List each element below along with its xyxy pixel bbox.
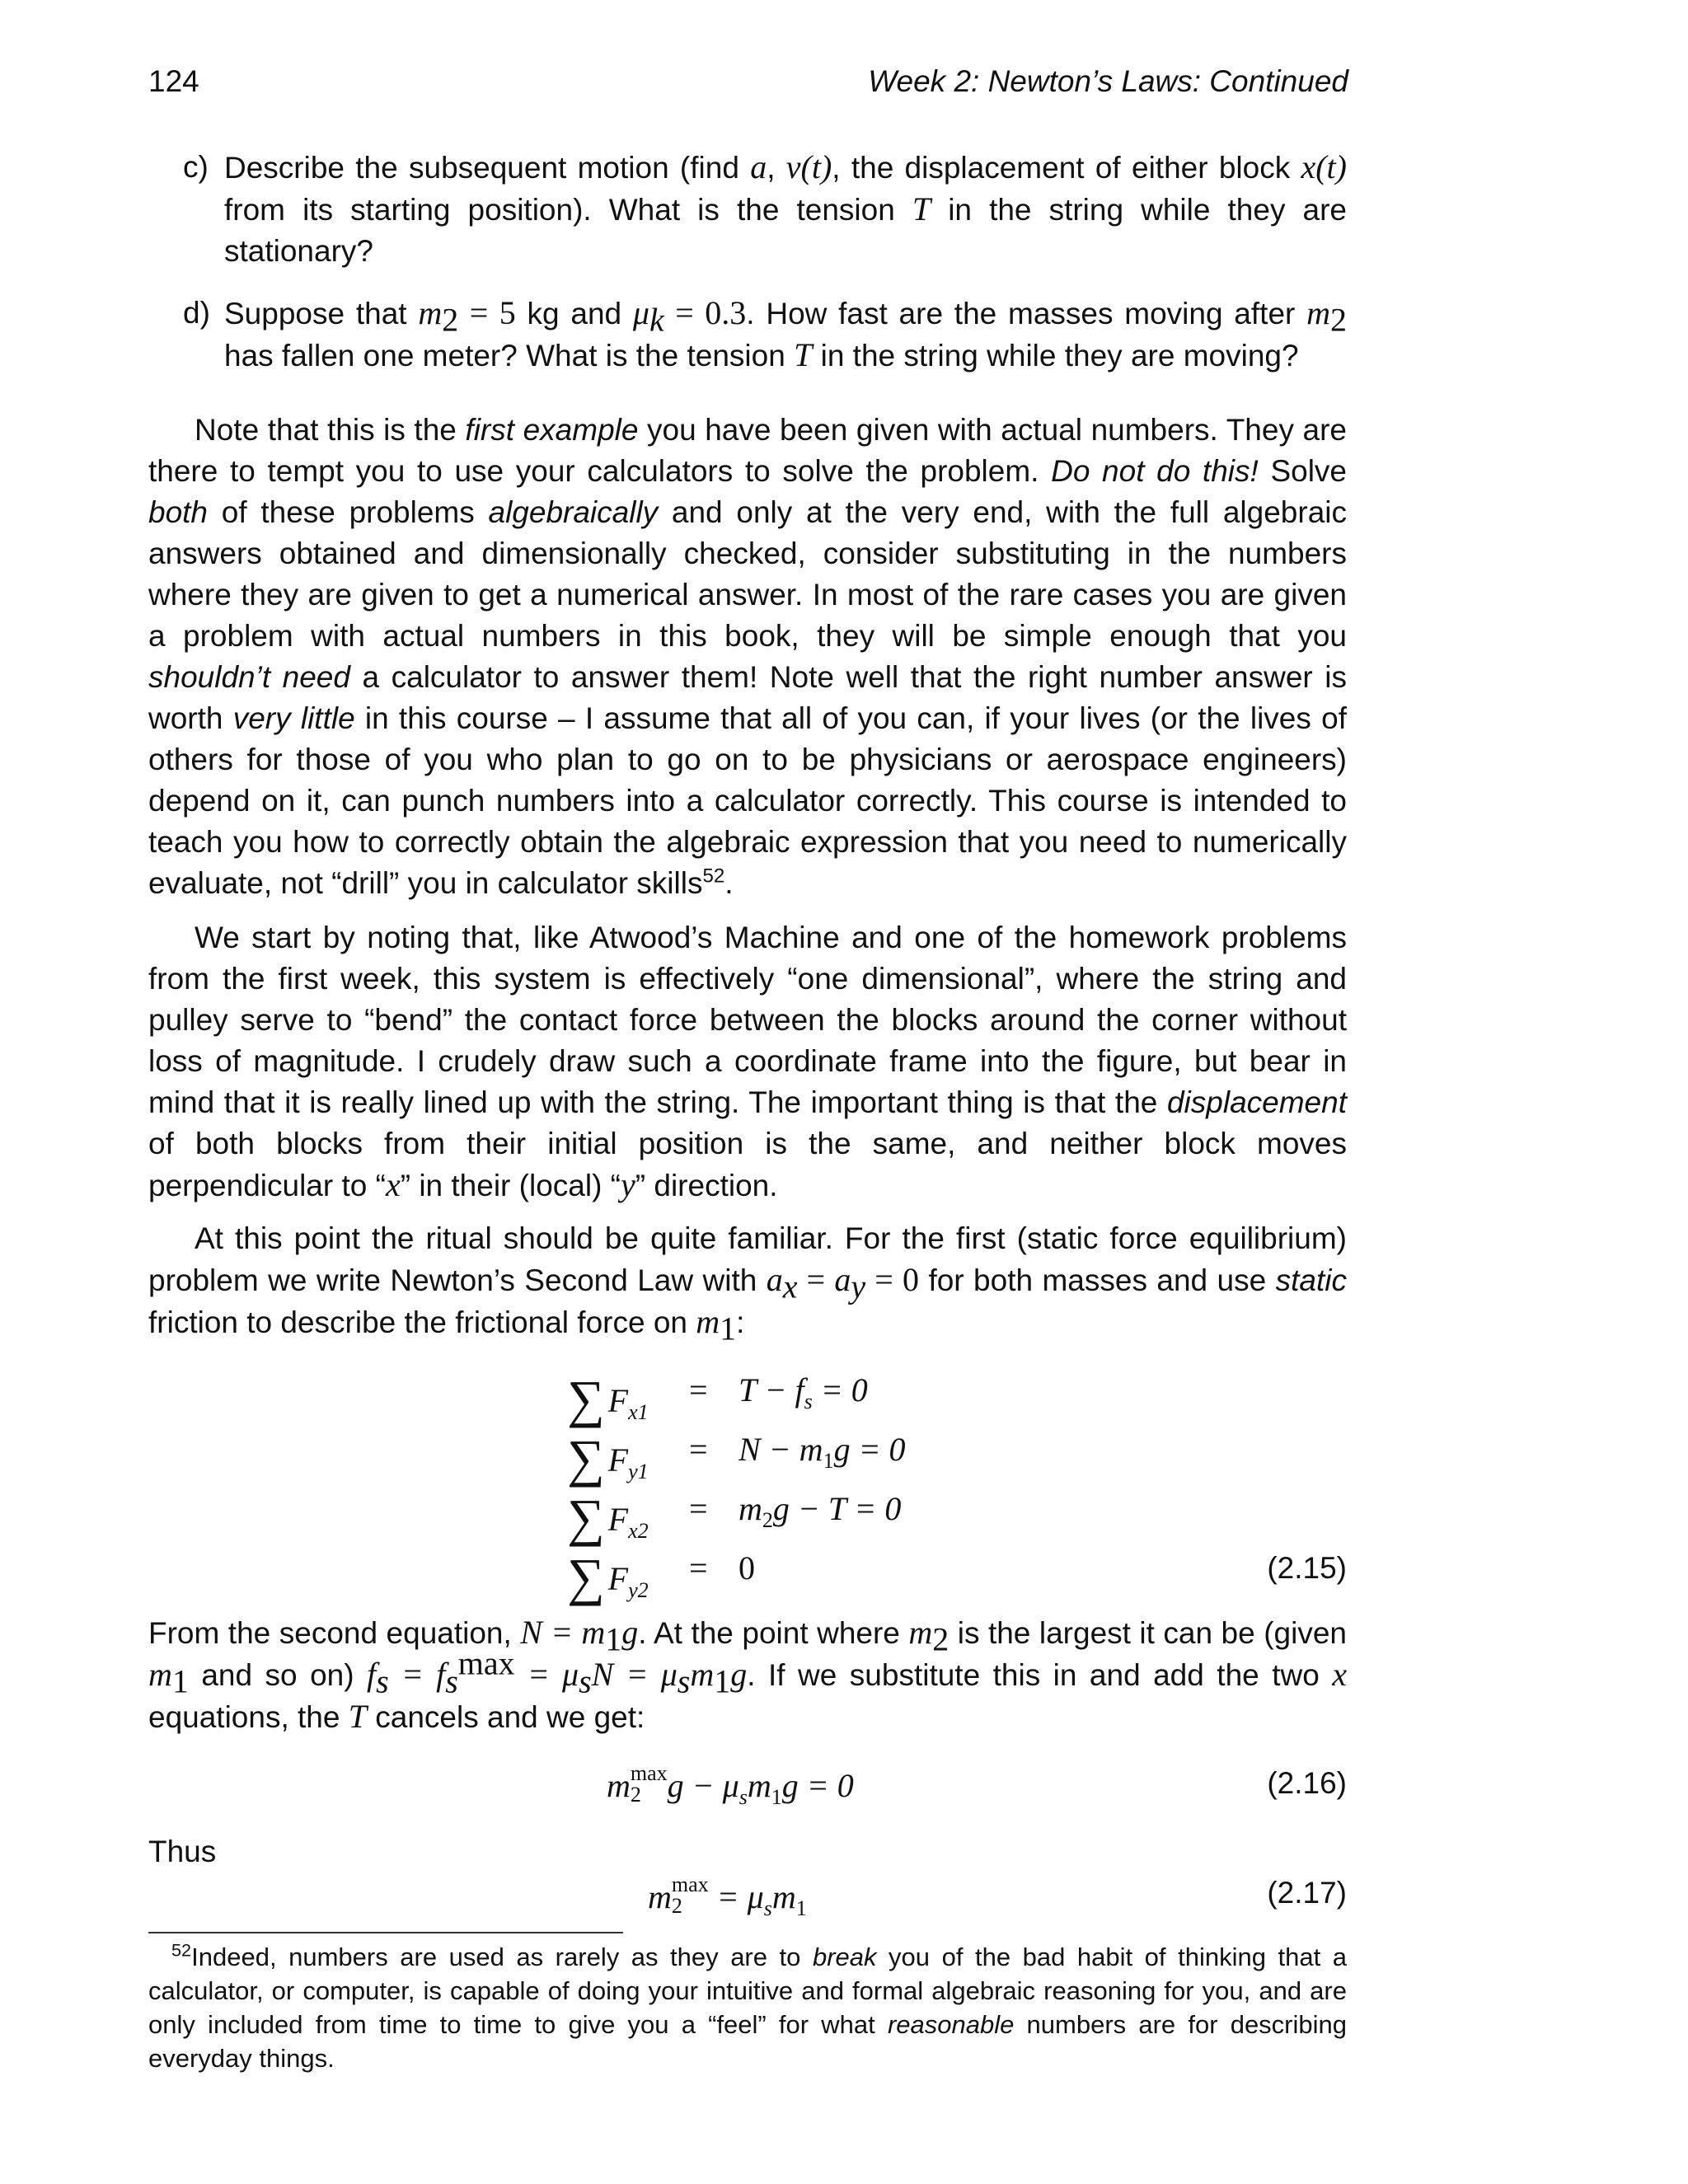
body-paragraph: From the second equation, $N = m_1g$. At the point where $m_2$ is the largest it can be (given $m_1$ and so on) $f_s = f_s^{max} = \mu_sN = \mu_sm_1g$. If we substitute this in and add the two x equations, the T cancels and we get: bbox=[148, 1614, 1348, 1735]
problem-item-c bbox=[183, 147, 1347, 272]
item-text: Suppose that $m_2 = 5$ kg and $\mu_k = 0.3$. How fast are the masses moving after $m_2$ has fallen one meter? What is the tension T in the string while they are moving? bbox=[224, 294, 1348, 373]
body-text-thus: Thus bbox=[148, 1835, 217, 1868]
equation-number: (2.16) bbox=[1267, 1766, 1347, 1800]
equation-rhs: $T - f_s = 0$ bbox=[738, 1371, 868, 1413]
equation-2-16: m max 2 $g - \mu_sm_1g = 0$ bbox=[607, 1761, 854, 1809]
item-text: Describe the subsequent motion (find a, v(t), the displacement of either block x(t) from its starting position). What is the tension T in the string while they are stationary? bbox=[224, 148, 1347, 268]
equation-rhs: 0 bbox=[738, 1549, 755, 1586]
item-label: d) bbox=[183, 296, 210, 330]
equation-rhs: $N - m_1g = 0$ bbox=[738, 1431, 906, 1473]
equation-row: ∑ $F_{x2}$ bbox=[567, 1488, 649, 1547]
running-title: Week 2: Newton’s Laws: Continued bbox=[868, 64, 1348, 98]
problem-item-d bbox=[183, 293, 1347, 377]
footnote-rule bbox=[148, 1932, 623, 1933]
body-paragraph: At this point the ritual should be quite familiar. For the first (static force equilibrium) problem we write Newton’s Second Law with $a_x = a_y = 0$ for both masses and use static friction to describe the frictional force on $m_1$: bbox=[148, 1221, 1347, 1347]
equation-rhs: $m_2g - T = 0$ bbox=[738, 1490, 902, 1532]
equation-row: ∑ $F_{y1}$ bbox=[567, 1429, 649, 1488]
equation-2-17: m max 2 = $\mu_sm_1$ bbox=[648, 1872, 807, 1920]
body-paragraph: Note that this is the first example you have been given with actual numbers. They are there to tempt you to use your calculators to solve the problem. Do not do this! Solve both of these problems algebraically and only at the very end, with the full algebraic answers obtained and dimensionally checked, consider substituting in the numbers where they are given to get a numerical answer. In most of the rare cases you are given a problem with actual numbers in this book, they will be simple enough that you shouldn’t need a calculator to answer them! Note well that the right number answer is worth very little in this course – I assume that all of you can, if your lives (or the lives of others for those of you who plan to go on to be physicians or aerospace engineers) depend on it, can punch numbers into a calculator correctly. This course is intended to teach you how to correctly obtain the algebraic expression that you need to numerically evaluate, not “drill” you in calculator skills$^{52}$. bbox=[148, 413, 1348, 900]
equals-sign: = bbox=[689, 1431, 708, 1468]
footnote-ref: 52 bbox=[702, 865, 725, 888]
body-paragraph: We start by noting that, like Atwood’s Machine and one of the homework problems from the first week, this system is effectively “one dimensional”, where the string and pulley serve to “bend” the contact force between the blocks around the corner without loss of magnitude. I crudely draw such a coordinate frame into the figure, but bear in mind that it is really lined up with the string. The important thing is that the displacement of both blocks from their initial position is the same, and neither block moves perpendicular to “x” in their (local) “y” direction. bbox=[148, 921, 1347, 1203]
equation-number: (2.15) bbox=[1267, 1551, 1347, 1585]
equals-sign: = bbox=[689, 1490, 708, 1527]
equation-row: ∑ $F_{x1}$ bbox=[567, 1370, 649, 1428]
footnote-marker: 52 bbox=[171, 1939, 192, 1961]
equals-sign: = bbox=[689, 1371, 708, 1408]
equals-sign: = bbox=[689, 1549, 708, 1586]
footnote: $^{52}$Indeed, numbers are used as rarely as they are to break you of the bad habit of thinking that a calculator, or computer, is capable of doing your intuitive and formal algebraic reasoning for you, and are only included from time to time to give you a “feel” for what reasonable numbers are for describing everyday things. bbox=[148, 1939, 1348, 2073]
equation-number: (2.17) bbox=[1267, 1876, 1347, 1910]
page-number: 124 bbox=[148, 64, 199, 98]
item-label: c) bbox=[183, 150, 209, 184]
equation-row: ∑ $F_{y2}$ bbox=[567, 1548, 649, 1606]
